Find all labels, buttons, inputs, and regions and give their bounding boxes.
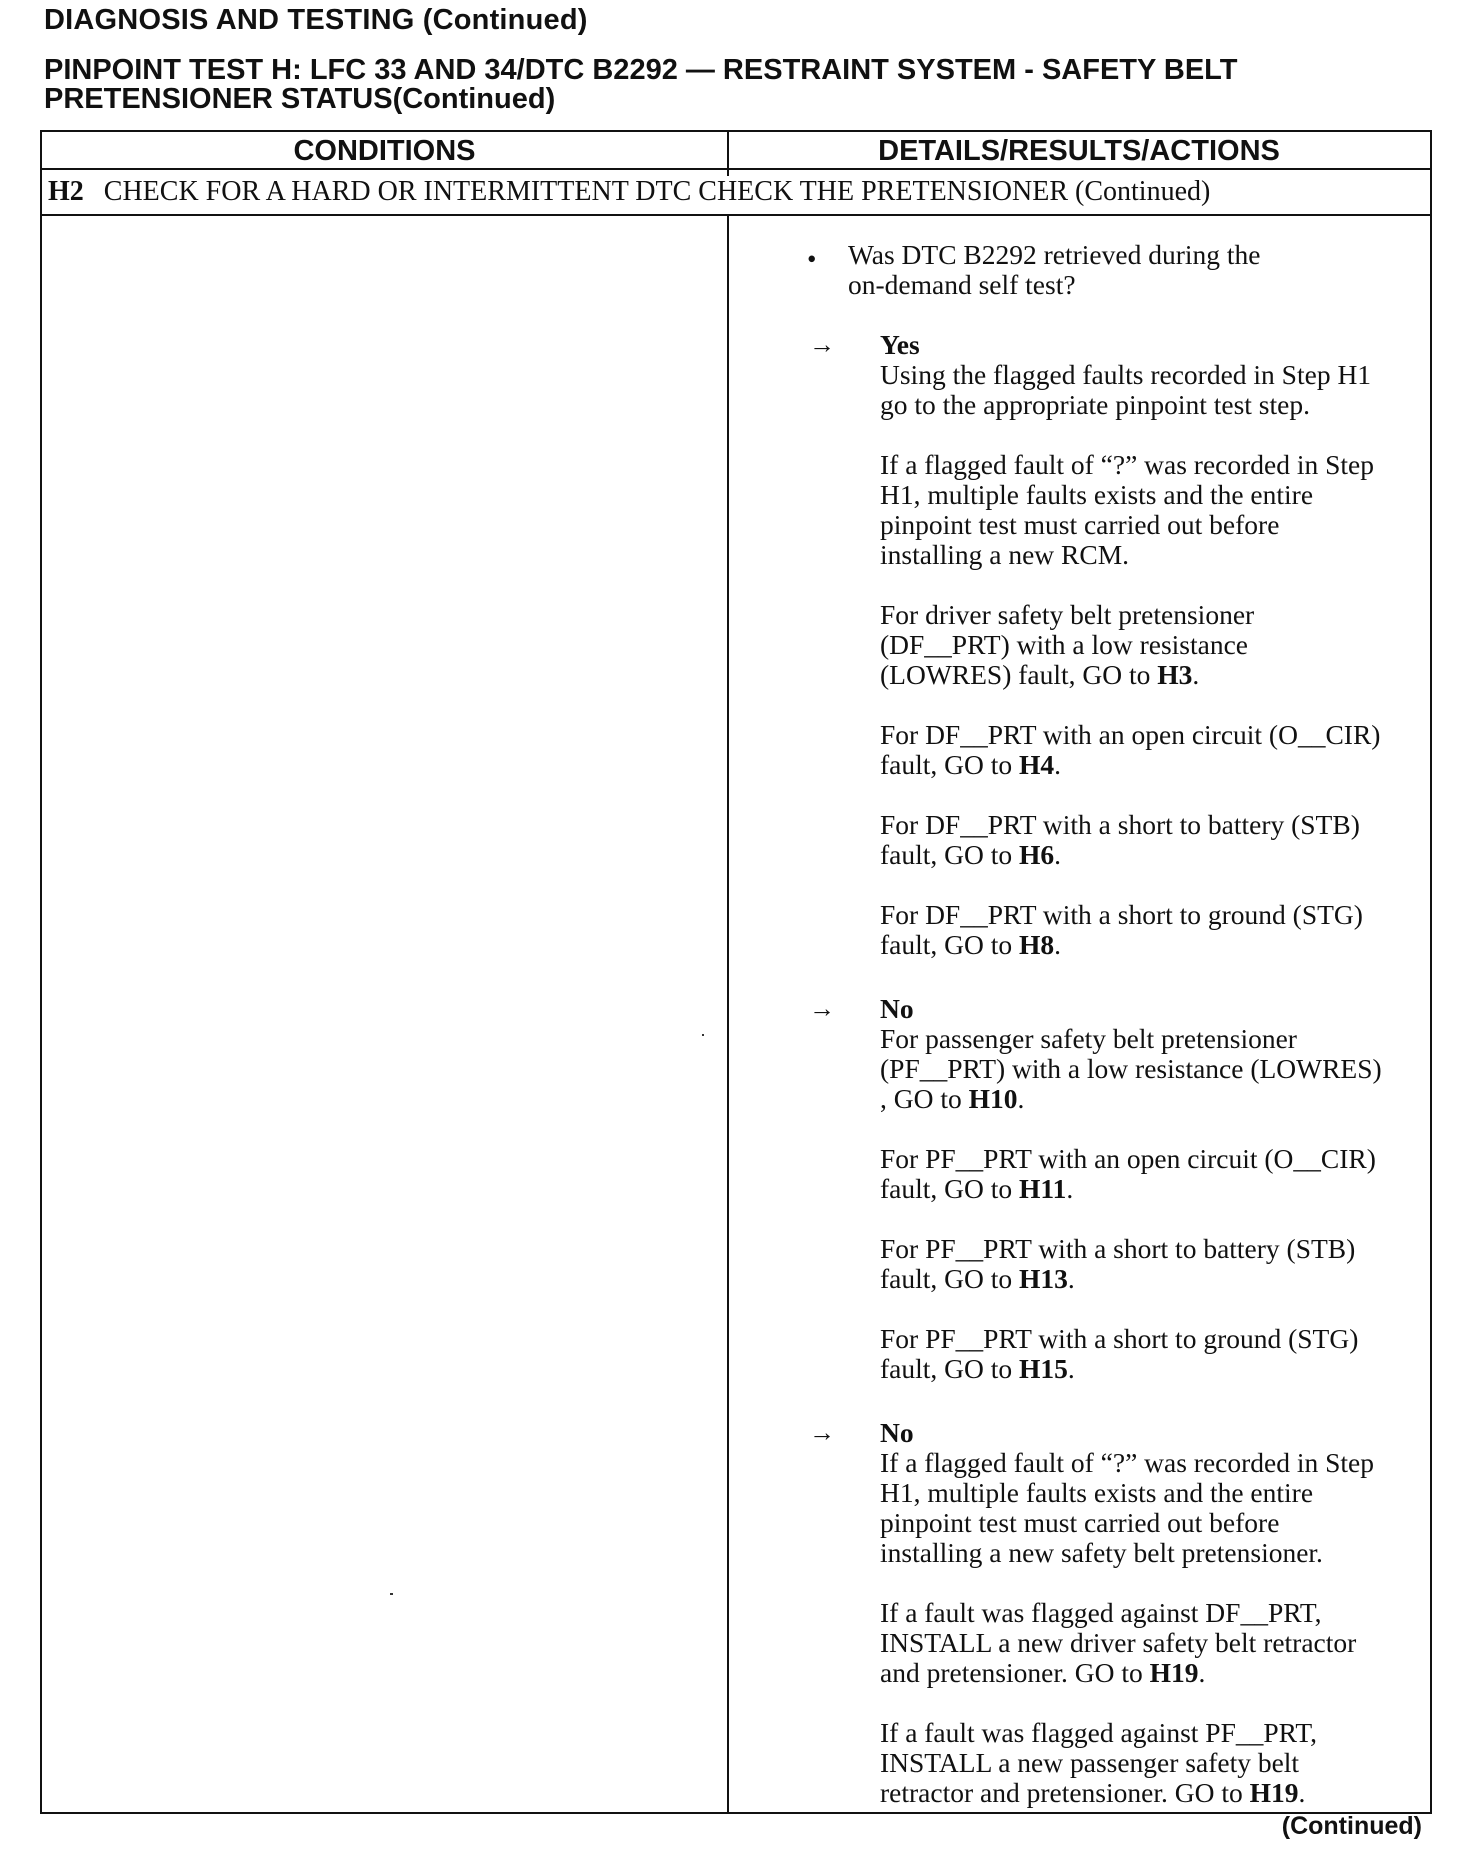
text-span: . [1192,659,1200,690]
text-line: If a fault was flagged against DF__PRT, [880,1597,1322,1628]
text-line: INSTALL a new driver safety belt retractor [880,1627,1357,1658]
continued-footer: (Continued) [1281,1812,1422,1840]
text-line [880,1658,1470,1688]
text-line [880,750,1470,780]
no1-open-circuit-paragraph [880,1144,1470,1204]
text-span: fault, GO to [880,839,1020,870]
text-line: For DF__PRT with a short to battery (STB) [880,809,1360,840]
question-text [848,240,1438,300]
text-span: . [1198,1657,1206,1688]
text-line [880,660,1470,690]
text-line: For PF__PRT with an open circuit (O__CIR) [880,1143,1376,1174]
pinpoint-test-title [44,56,1444,114]
scan-speck [390,1593,393,1595]
text-span: fault, GO to [880,1173,1020,1204]
text-line: INSTALL a new passenger safety belt [880,1747,1300,1778]
yes-multiple-faults-paragraph [880,450,1470,570]
body-column-divider [727,214,729,1814]
pinpoint-test-table [40,130,1432,1814]
yes-arrow-icon: → [809,330,835,359]
text-span: and pretensioner. GO to [880,1657,1150,1688]
question-bullet: • [807,244,817,274]
column-header-conditions: CONDITIONS [293,135,476,167]
question-line: Was DTC B2292 retrieved during the [848,239,1261,270]
text-span: . [1054,839,1062,870]
yes-text-line: Using the flagged faults recorded in Step H1 [880,359,1372,390]
text-span: . [1298,1777,1306,1808]
scan-speck [702,1034,704,1036]
page-header-title: DIAGNOSIS AND TESTING (Continued) [44,4,588,36]
step-reference-link[interactable]: H19 [1249,1777,1299,1808]
text-line: For driver safety belt pretensioner [880,599,1255,630]
text-span: . [1017,1083,1025,1114]
text-span: fault, GO to [880,1353,1020,1384]
step-reference-link[interactable]: H10 [968,1083,1018,1114]
step-reference-link[interactable]: H15 [1019,1353,1068,1384]
column-header-details: DETAILS/RESULTS/ACTIONS [878,135,1280,167]
yes-label: Yes [880,329,920,360]
text-line: H1, multiple faults exists and the entire [880,1477,1314,1508]
text-line: For PF__PRT with a short to ground (STG) [880,1323,1359,1354]
text-line [880,1354,1470,1384]
no1-stb-paragraph [880,1234,1470,1294]
text-line: H1, multiple faults exists and the entire [880,479,1314,510]
text-line: pinpoint test must carried out before [880,1507,1280,1538]
text-line: pinpoint test must carried out before [880,509,1280,540]
text-span: (LOWRES) fault, GO to [880,659,1158,690]
step-reference-link[interactable]: H6 [1019,839,1055,870]
yes-block [880,330,1470,420]
step-title: CHECK FOR A HARD OR INTERMITTENT DTC CHECK THE PRETENSIONER (Continued) [103,176,1211,207]
test-title-line-1: PINPOINT TEST H: LFC 33 AND 34/DTC B2292 — RESTRAINT SYSTEM - SAFETY BELT [44,54,1238,86]
text-line [880,930,1470,960]
step-row-h2 [48,176,1210,208]
step-reference-link[interactable]: H11 [1019,1173,1067,1204]
step-row-divider [42,214,1430,216]
text-span: fault, GO to [880,1263,1020,1294]
text-line: (PF__PRT) with a low resistance (LOWRES) [880,1053,1382,1084]
text-line [880,1264,1470,1294]
text-span: . [1066,1173,1074,1204]
text-line: installing a new safety belt pretensioner. [880,1537,1323,1568]
yes-text-line: go to the appropriate pinpoint test step. [880,389,1310,420]
text-span: . [1054,749,1062,780]
text-line [880,1778,1470,1808]
text-line [880,1084,1470,1114]
yes-open-circuit-paragraph [880,720,1470,780]
text-line [880,840,1470,870]
no2-passenger-paragraph [880,1718,1470,1808]
text-span: . [1067,1263,1075,1294]
step-reference-link[interactable]: H3 [1157,659,1193,690]
step-id: H2 [48,176,84,207]
text-span: . [1067,1353,1075,1384]
text-line: If a flagged fault of “?” was recorded in Step [880,449,1375,480]
text-line [880,1174,1470,1204]
text-line: installing a new RCM. [880,539,1130,570]
no-label: No [880,1417,914,1448]
no1-stg-paragraph [880,1324,1470,1384]
step-reference-link[interactable]: H13 [1019,1263,1068,1294]
text-line: If a fault was flagged against PF__PRT, [880,1717,1317,1748]
text-line: For DF__PRT with a short to ground (STG) [880,899,1363,930]
step-reference-link[interactable]: H19 [1149,1657,1199,1688]
step-reference-link[interactable]: H4 [1019,749,1055,780]
text-line: If a flagged fault of “?” was recorded in Step [880,1447,1375,1478]
yes-stb-paragraph [880,810,1470,870]
text-span: fault, GO to [880,749,1020,780]
text-line: For passenger safety belt pretensioner [880,1023,1297,1054]
step-reference-link[interactable]: H8 [1019,929,1055,960]
text-span: . [1054,929,1062,960]
text-span: retractor and pretensioner. GO to [880,1777,1250,1808]
no-arrow-icon: → [809,994,835,1023]
no-label: No [880,993,914,1024]
yes-lowres-paragraph [880,600,1470,690]
text-line: For DF__PRT with an open circuit (O__CIR) [880,719,1381,750]
test-title-line-2: PRETENSIONER STATUS(Continued) [44,83,556,115]
no-block-1 [880,994,1470,1114]
text-span: , GO to [880,1083,969,1114]
text-line: (DF__PRT) with a low resistance [880,629,1249,660]
text-line: For PF__PRT with a short to battery (STB) [880,1233,1356,1264]
text-span: fault, GO to [880,929,1020,960]
yes-stg-paragraph [880,900,1470,960]
question-line: on-demand self test? [848,269,1076,300]
no-block-2 [880,1418,1470,1568]
no-arrow-icon: → [809,1418,835,1447]
no2-driver-paragraph [880,1598,1470,1688]
